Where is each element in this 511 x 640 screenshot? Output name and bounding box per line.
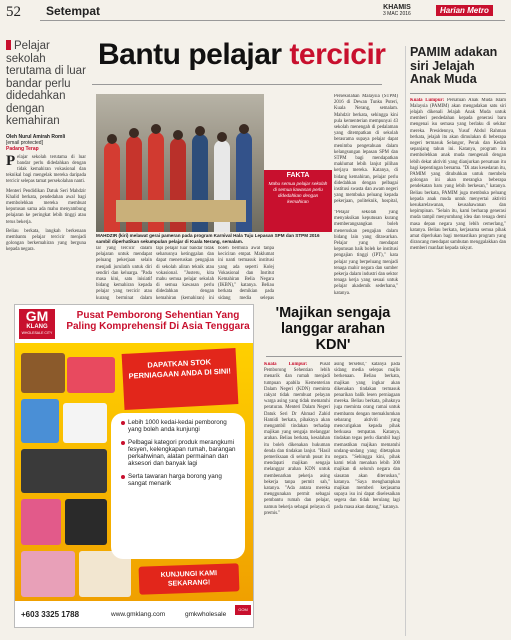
ad-features-box [111,413,245,559]
ad-feature: Serta tawaran harga borong yang sangat menarik [121,473,239,488]
second-headline: 'Majikan sengaja langgar arahan KDN' [275,305,391,353]
person-head [217,132,227,142]
photo-caption: MAHDZIR (kiri) melawat gerai pameran pada program Karnival Hala Tuju Lepasan SPM dan STPM 2016 sambil diperhatikan sekumpulan pelajar di Kuala Nerang, semalam. [96,233,320,244]
main-headline: Bantu pelajar tercicir [98,38,386,71]
brand-logo: Harian Metro [436,5,493,16]
table-display [116,200,246,222]
drop-cap: P [6,152,16,169]
body-column: boleh bermula awal tanpa keciciran empat. Maklumat ini nanti termasuk institusi yang ada seperti Kolej Vokasional dan Institut Kemahiran Belia Negara (IKBN)," katanya. Beliau berkata demikian pada sidang media selepas [218,246,274,301]
paragraph: Beliau berkata, langkah berkenaan membantu pelajar tercicir menjadi golongan berkemahiran yang berguna kepada negara. [6,228,86,253]
ad-facebook-link[interactable]: gmkwholesale [185,611,227,618]
left-body [6,152,86,254]
story-deck: Pelajar sekolah terutama di luar bandar perlu didedahkan dengan kemahiran [6,40,86,127]
handbag-image [21,499,61,545]
toy-image [67,357,115,393]
ad-banner: DAPATKAN STOK PERNIAGAAN ANDA DI SINI! [122,348,239,410]
person-head [151,124,161,134]
paper-day: KHAMIS [383,4,411,11]
header-rule [40,20,505,21]
teddy-bear-image [21,353,65,393]
body-column: Kuala Lumpur: Pusat Pemborong Sehentian lebih menarik dan rumah menjadi tumpuan apabila Kementerian Dalam Negeri (KDN) meminta rakyat tidak membuat pelayan warga asing yang tidak mematuhi peraturan. Menteri Dalam Negeri Datuk Seri Dr Ahmad Zahid Hamidi berkata, pihaknya akan mengambil tindakan terhadap majikan yang sengaja melanggar arahan. Beliau berkata, kesalahan itu boleh dikenakan hukuman denda dan tindakan lanjut. "Hasil pemeriksaan di seluruh pusat itu mendapati majikan sengaja melanggar arahan KDN untuk membenarkan pekerja asing bekerja tanpa permit sah," katanya. "Ada antara mereka menggunakan permit sebagai pembantu rumah dan pelajar, namun bekerja sebagai pelayan di premis." [264,362,330,516]
person-head [129,128,139,138]
ad-tagline: Pusat Pemborong Sehentian Yang Paling Komprehensif Di Asia Tenggara [66,310,250,332]
news-photo [96,94,264,232]
ad-body [15,343,254,601]
paragraph: Pelajar sekolah terutama di luar bandar perlu didedahkan dengan tidak kemahiran vokasional dan teknikal bagi mengelak mereka daripada tercicir selepas tamat persekolahan nanti. [6,152,86,185]
person-head [107,134,117,144]
left-column [6,40,86,254]
right-headline: PAMIM adakan siri Jelajah Anak Muda [410,45,498,86]
body-column: Persekolahan Malaysia (STPM) 2016 di Dewan Tunku Puteri, Kuala Nerang, semalam. Mahdzir berkata, sehingga kini pula kementerian mempunyai 43 sekolah menengah di pedalaman yang ditempatkan di sekolah berasrama supaya pelajar dapat menimba pengetahuan dalam kelangsungan lepasan SPM dan STPM bagi mendapatkan maklumat lebih lanjut pilihan kerjaya mereka. Katanya, di bidang kemahiran, pelajar perlu didedahkan dengan pelbagai institusi swasta dan awam negeri yang membuka peluang kepada pekerjaan, politeknik, hospital, [334,94,398,205]
kettle-image [63,403,107,443]
headline-rule [92,84,382,85]
body-column: "Pelajar sekolah yang menyaksikan keputusan kurang memberangsangkan boleh meneruskan pengajian dalam bidang lain yang ditawarkan. Pelajar yang mendapat keputusan baik boleh ke institusi pengajian tinggi (IPT)," kata pelajar yang berpeluang menjadi tenaga mahir negara dan sumber pekerja dalam industri dan sektor tenaga kerja yang sesuai untuk pelajar akademik sederhana," katanya. [334,210,398,296]
byline [6,134,86,152]
ad-footer [15,601,254,628]
person-head [195,126,205,136]
ad-website-link[interactable]: www.gmklang.com [111,611,166,618]
fakta-title: FAKTA [286,172,310,179]
column-divider [405,46,406,636]
right-body: Kuala Lumpur: Persatuan Anak Muda Islam Malaysia (PAMIM) akan mengadakan satu siri jelajah dikenali Jelajah Anak Muda untuk memberi pendedahan kepada generasi baru mengenai isu semasa yang berlaku di sekitar mereka. Presidennya, Yusuf Abdul Rahman berkata, jelajah itu akan dimulakan di beberapa negeri termasuk Selangor, Perak dan Kedah sepanjang tahun ini. Katanya, program itu membolehkan anak muda mengenali dengan lebih dekat aktiviti yang dianjurkan persatuan itu bagi kepentingan bersama. "Di atas kesedaran itu, PAMIM yang ditubuhkan untuk membela golongan ini akan merangka beberapa pendekatan baru yang lebih berkesan," katanya. Beliau berkata, PAMIM juga membuka peluang kepada anak muda untuk menyertai aktiviti kesukarelawanan, keusahawanan dan kepimpinan. "Selain itu, kami berharap generasi muda tampil menyumbang idea dan tenaga demi masa depan negara yang lebih cemerlang," katanya. Beliau berkata, kerjasama semua pihak amat diperlukan bagi memastikan program yang dirancang mendapat sambutan menggalakkan dan memberi manfaat kepada rakyat. [410,97,506,252]
issue-info [383,4,411,17]
fakta-box [264,170,332,232]
paragraph: Menteri Pendidikan Datuk Seri Mahdzir Khalid berkata, pendedahan awal bagi membolehkan mereka membuat keputusan sama ada mahu menyambung pelajaran ke peringkat lebih tinggi atau terus bekerja. [6,188,86,225]
right-headline-rule [410,93,506,94]
fabric-image [21,551,75,597]
right-column [410,46,506,608]
second-headline-rule [266,356,402,357]
ad-phone[interactable]: +603 3325 1788 [21,610,80,619]
page-number: 52 [6,4,21,20]
person-head [173,130,183,140]
body-column: tapi pelajar luar bandar tidak seharusnya ketinggalan dan dapat meneruskan pengajian di sekolah aliran teknik atau vokasional. "Justeru, kita mahu semua pelajar sekolah di semua kawasan perlu didedahkan dengan kemahiran (kemahiran) ini [156,246,214,301]
byline-name: Oleh Nurul Amirah Romli [6,133,66,140]
deck-marker [6,40,11,50]
teapot-image [21,399,59,443]
ad-feature: Pelbagai kategori produk merangkumi fesyen, kelengkapan rumah, barangan perkahwinan, alatan permainan dan aksesori dan banyak lagi [121,439,239,468]
byline-email[interactable]: [email protected] [6,139,43,146]
person-head [239,124,249,134]
ad-features-list [121,419,239,487]
fakta-body: Mahu semua pelajar sekolah di semua kawasan perlu didedahkan dengan kemahiran [268,181,328,204]
ad-header [15,305,254,343]
gm-klang-logo: GM KLANG WHOLESALE CITY [19,309,55,339]
byline-place: Padang Terap [6,145,39,152]
sunglasses-image [65,499,107,545]
section-title: Setempat [46,4,101,18]
advertisement[interactable] [14,304,254,628]
ad-cta-button[interactable]: KUNJUNGI KAMI SEKARANG! [139,563,240,594]
ad-feature: Lebih 1000 kedai-kedai pemborong yang boleh anda kunjungi [121,419,239,434]
issue-date: 3 MAC 2016 [383,11,411,17]
ad-tag-logo: GOM [235,605,251,615]
cookware-image [21,449,107,493]
body-column: lar yang tercicir dalam pelajaran untuk mendapat peluang pekerjaan selain menjadi jurulatih untuk diri sendiri dan keluarga. "Pada masa kini, satu inisiatif bidang kemahiran kepada pelajar yang tercicir atau kurang berminat dalam [96,246,152,301]
body-column: asing tersebut," katanya pada sidang media selepas majlis berkenaan. Beliau berkata, majikan yang ingkar akan dikenakan tindakan termasuk penarikan balik lesen perniagaan mereka. Beliau berkata, pihaknya juga meminta orang ramai untuk membantu dengan memaklumkan sebarang aktiviti yang mencurigakan kepada pihak berkuasa tempatan. Katanya, tindakan tegas perlu diambil bagi memastikan majikan mematuhi undang-undang yang ditetapkan negara. "Sehingga kini, pihak kami telah menahan lebih 300 majikan di seluruh negara dan siasatan akan diteruskan," katanya. "Saya mengharapkan majikan memberi kerjasama supaya isu ini dapat diselesaikan segera dan tidak berulang lagi pada masa akan datang," katanya. [334,362,400,510]
